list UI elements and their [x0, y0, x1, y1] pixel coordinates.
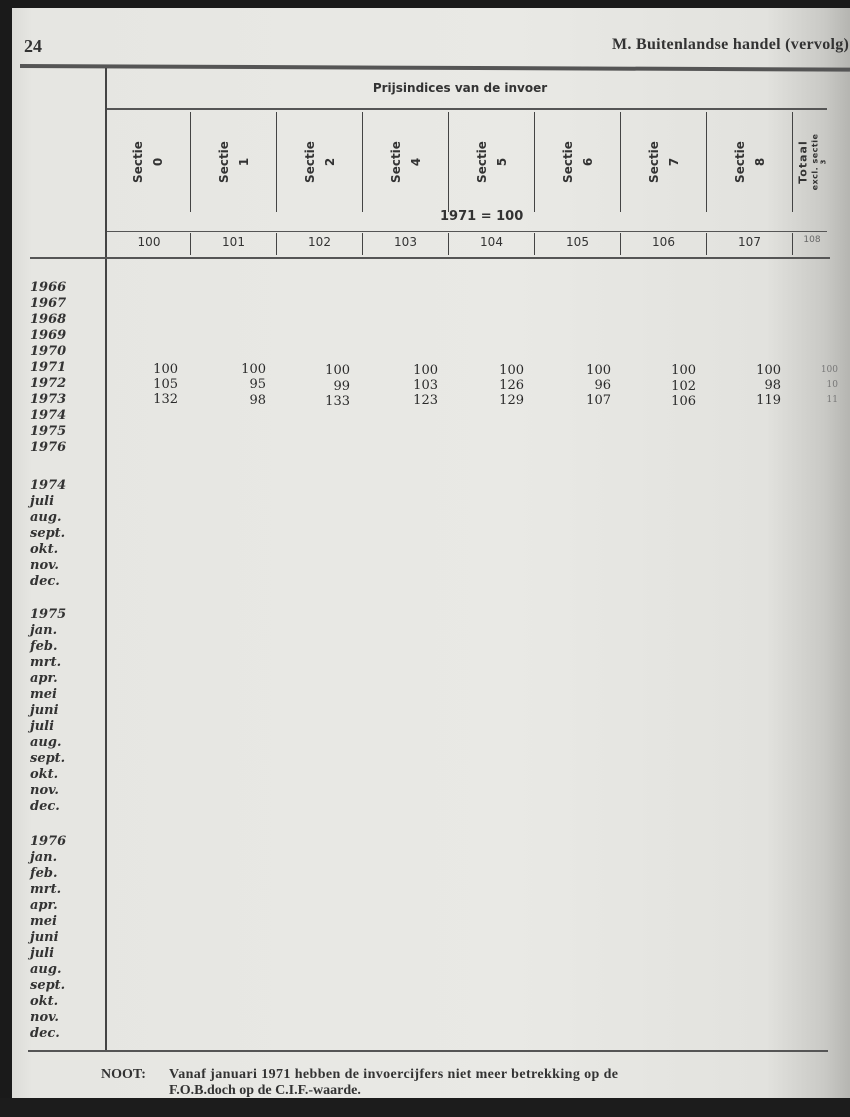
- cell: 100: [413, 363, 438, 378]
- cell: 105: [153, 377, 178, 392]
- column-number: 106: [652, 235, 675, 249]
- cell: 98: [764, 378, 781, 393]
- column-header-totaal: Totaal excl. sectie 3: [796, 133, 828, 191]
- column-header-sectie-8: Sectie 8: [733, 141, 767, 183]
- colnum-divider: [792, 233, 793, 255]
- col-divider: [706, 112, 707, 212]
- column-header-sectie-4: Sectie 4: [389, 141, 423, 183]
- cell: 100: [325, 363, 350, 378]
- cell: 129: [499, 393, 524, 408]
- stub-month: dec.: [30, 799, 60, 814]
- stub-month: sept.: [30, 751, 66, 766]
- table-bottom-rule: [28, 1050, 828, 1052]
- title-rule: [107, 108, 827, 110]
- cell: 100: [153, 362, 178, 377]
- cell: 11: [826, 395, 838, 405]
- stub-month: juni: [30, 930, 59, 945]
- column-number: 105: [566, 235, 589, 249]
- stub-month: okt.: [30, 767, 59, 782]
- cell: 107: [586, 393, 611, 408]
- stub-month: nov.: [30, 1010, 59, 1025]
- stub-block-1974: [30, 478, 66, 590]
- column-header-sectie-1: Sectie 1: [217, 141, 251, 183]
- stub-month: juli: [30, 946, 55, 961]
- stub-month: aug.: [30, 962, 62, 977]
- stub-year: 1968: [30, 312, 67, 327]
- cell: 103: [413, 378, 438, 393]
- stub-month: jan.: [30, 850, 58, 865]
- cell: 132: [153, 392, 178, 407]
- col-divider: [276, 112, 277, 212]
- footnote-label: NOOT:: [101, 1067, 146, 1082]
- stub-month: nov.: [30, 558, 59, 573]
- table-title: Prijsindices van de invoer: [372, 81, 548, 95]
- cell: 133: [325, 394, 350, 409]
- base-year-label: 1971 = 100: [440, 209, 524, 224]
- column-number: 104: [480, 235, 503, 249]
- stub-month: dec.: [30, 574, 60, 589]
- stub-month: apr.: [30, 671, 58, 686]
- stub-years: [30, 280, 66, 456]
- page-number: 24: [24, 36, 42, 56]
- stub-month: okt.: [30, 542, 59, 557]
- cell: 100: [820, 365, 838, 375]
- col-divider: [534, 112, 535, 212]
- stub-year: 1974: [30, 408, 67, 423]
- stub-year: 1972: [30, 376, 67, 391]
- stub-year: 1975: [30, 607, 67, 622]
- header-bottom-rule: [30, 257, 830, 259]
- col-divider: [190, 112, 191, 212]
- cell: 100: [241, 362, 266, 377]
- col-divider: [448, 112, 449, 212]
- column-number: 103: [394, 235, 417, 249]
- stub-month: feb.: [30, 639, 58, 654]
- running-head: M. Buitenlandse handel (vervolg): [612, 36, 850, 53]
- cell: 100: [756, 363, 781, 378]
- stub-block-1975: [30, 607, 66, 815]
- stub-month: mrt.: [30, 882, 62, 897]
- cell: 102: [671, 379, 696, 394]
- stub-month: mrt.: [30, 655, 62, 670]
- column-header-sectie-2: Sectie 2: [303, 141, 337, 183]
- stub-month: aug.: [30, 735, 62, 750]
- stub-year: 1976: [30, 440, 67, 455]
- stub-month: mei: [30, 687, 57, 702]
- footnote-line-1: Vanaf januari 1971 hebben de invoercijfers niet meer betrekking op de: [169, 1067, 619, 1082]
- stub-year: 1966: [30, 280, 67, 295]
- cell: 126: [499, 378, 524, 393]
- stub-month: okt.: [30, 994, 59, 1009]
- stub-month: mei: [30, 914, 57, 929]
- cell: 99: [333, 379, 350, 394]
- stub-month: aug.: [30, 510, 62, 525]
- column-number: 107: [738, 235, 761, 249]
- cell: 100: [586, 363, 611, 378]
- column-header-sectie-0: Sectie 0: [131, 141, 165, 183]
- cell: 123: [413, 393, 438, 408]
- stub-year: 1969: [30, 328, 67, 343]
- stub-year: 1974: [30, 478, 67, 493]
- cell: 100: [671, 363, 696, 378]
- stub-month: nov.: [30, 783, 59, 798]
- stub-month: juli: [30, 719, 55, 734]
- cell: 106: [671, 394, 696, 409]
- col-divider: [620, 112, 621, 212]
- cell: 95: [249, 377, 266, 392]
- column-header-sectie-7: Sectie 7: [647, 141, 681, 183]
- stub-divider: [105, 68, 107, 1050]
- footnote-line-2: F.O.B.doch op de C.I.F.-waarde.: [169, 1083, 361, 1098]
- stub-year: 1970: [30, 344, 67, 359]
- stub-year: 1975: [30, 424, 67, 439]
- cell: 10: [826, 380, 838, 390]
- column-header-sectie-5: Sectie 5: [475, 141, 509, 183]
- stub-month: jan.: [30, 623, 58, 638]
- stub-block-1976: [30, 834, 66, 1042]
- stub-month: sept.: [30, 978, 66, 993]
- column-number: 100: [137, 235, 161, 249]
- column-number: 101: [222, 235, 245, 249]
- stub-year: 1976: [30, 834, 67, 849]
- stub-month: apr.: [30, 898, 58, 913]
- stub-year: 1967: [30, 296, 67, 311]
- cell: 100: [499, 363, 524, 378]
- stub-month: sept.: [30, 526, 66, 541]
- colnum-rule-top: [107, 231, 827, 232]
- stub-year: 1973: [30, 392, 67, 407]
- stub-year: 1971: [30, 360, 67, 375]
- scan-background: [0, 1098, 850, 1117]
- column-number: 108: [803, 235, 821, 245]
- stub-month: dec.: [30, 1026, 60, 1041]
- cell: 119: [756, 393, 781, 408]
- stub-month: juni: [30, 703, 59, 718]
- stub-month: juli: [30, 494, 55, 509]
- cell: 96: [594, 378, 611, 393]
- column-header-sectie-6: Sectie 6: [561, 141, 595, 183]
- cell: 98: [249, 393, 266, 408]
- col-divider: [362, 112, 363, 212]
- column-number: 102: [308, 235, 331, 249]
- stub-month: feb.: [30, 866, 58, 881]
